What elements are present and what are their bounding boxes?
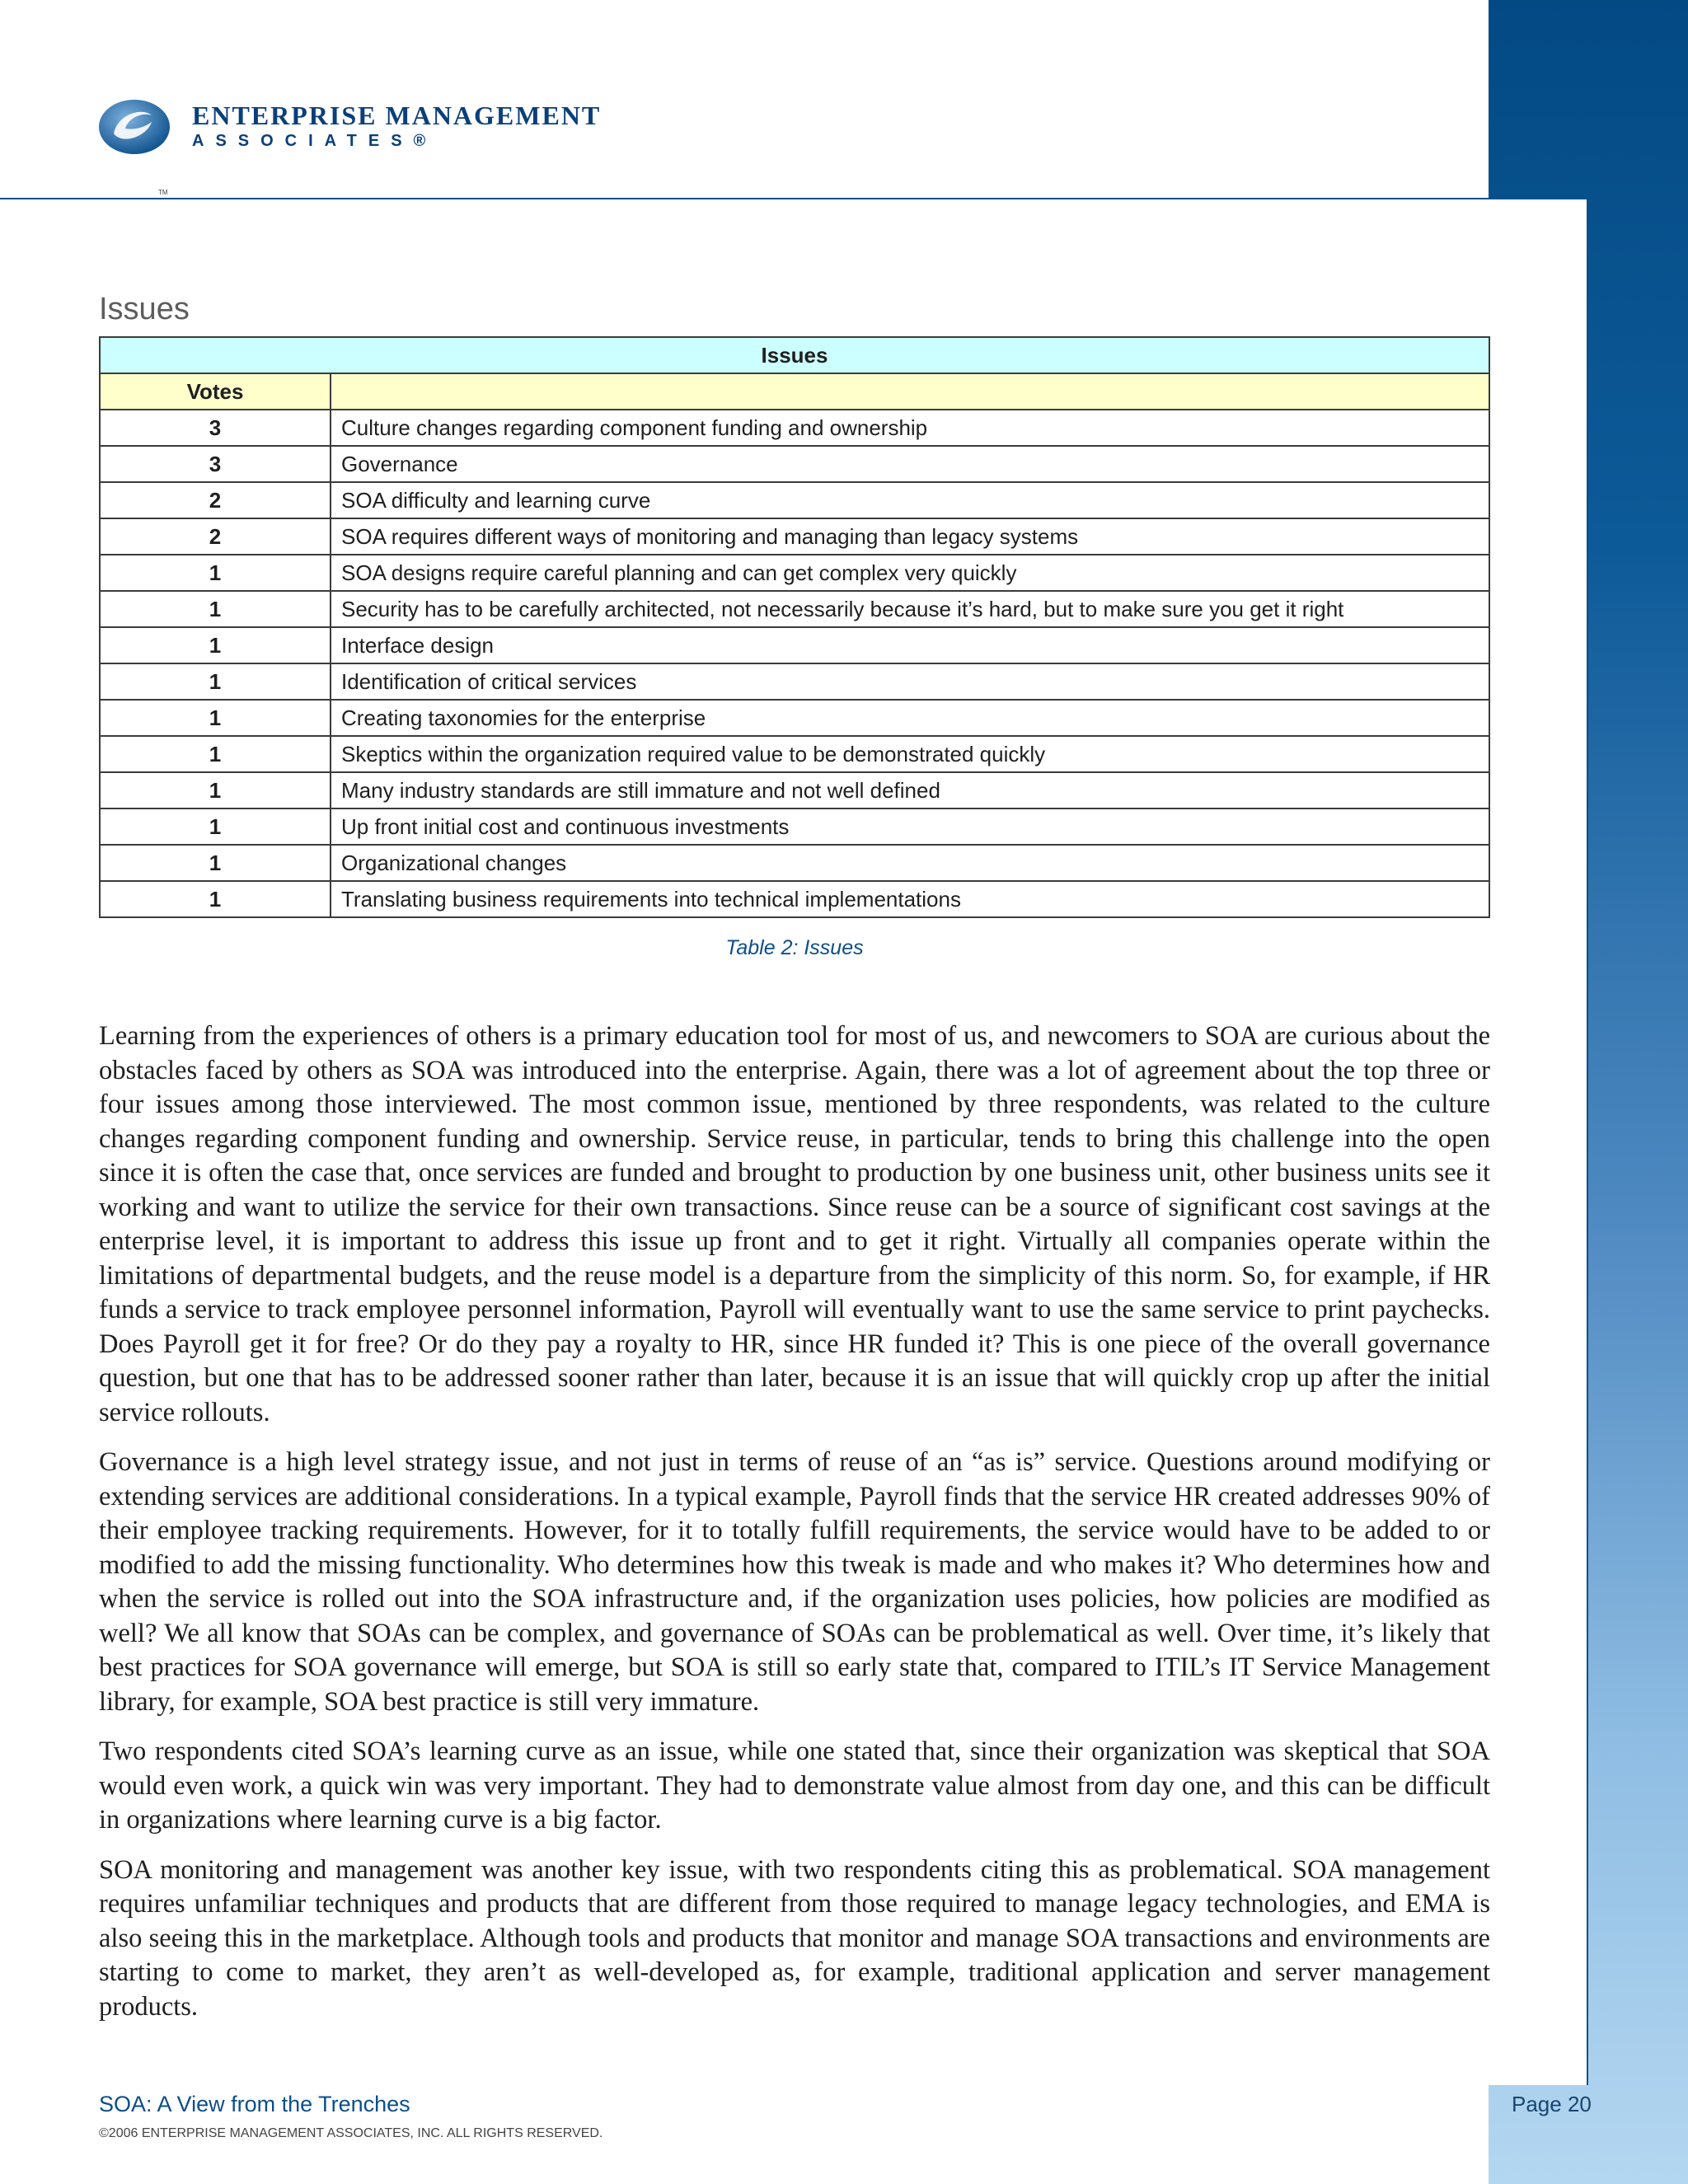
- votes-cell: 1: [100, 736, 331, 772]
- votes-cell: 2: [100, 482, 331, 518]
- issue-cell: Creating taxonomies for the enterprise: [331, 700, 1489, 736]
- body-paragraph: Governance is a high level strategy issue, and not just in terms of reuse of an “as is” service. Questions around modifying or extending services are additional considerations. In a typical example, Payroll finds that the service HR created addresses 90% of their employee tracking requirements. However, for it to totally fulfill requirements, the service would have to be added to or modified to add the missing functionality. Who determines how this tweak is made and who makes it? Who determines how and when the service is rolled out into the SOA infrastructure and, if the organization uses policies, how policies are modified as well? We all know that SOAs can be complex, and governance of SOAs can be problematical as well. Over time, it’s likely that best practices for SOA governance will emerge, but SOA is still so early state that, compared to ITIL’s IT Service Management library, for example, SOA best practice is still very immature.: [99, 1447, 1490, 1717]
- table-row: [100, 591, 1489, 627]
- trademark-mark: TM: [158, 189, 168, 196]
- issue-cell: Governance: [331, 446, 1489, 482]
- issue-cell: Security has to be carefully architected, not necessarily because it’s hard, but to make sure you get it right: [331, 591, 1489, 627]
- body-paragraph: Learning from the experiences of others is a primary education tool for most of us, and newcomers to SOA are curious about the obstacles faced by others as SOA was introduced into the enterprise. Again, there was a lot of agreement about the top three or four issues among those interviewed. The most common issue, mentioned by three respondents, was related to the culture changes regarding component funding and ownership. Service reuse, in particular, tends to bring this challenge into the open since it is often the case that, once services are funded and brought to production by one business unit, other business units see it working and want to utilize the service for their own transactions. Since reuse can be a source of significant cost savings at the enterprise level, it is important to address this issue up front and to get it right. Virtually all companies operate within the limitations of departmental budgets, and the reuse model is a departure from the simplicity of this norm. So, for example, if HR funds a service to track employee personnel information, Payroll will eventually want to use the same service to print paychecks. Does Payroll get it for free? Or do they pay a royalty to HR, since HR funded it? This is one piece of the overall governance question, but one that has to be addressed sooner rather than later, because it is an issue that will quickly crop up after the initial service rollouts.: [99, 1021, 1490, 1427]
- table-row: [100, 555, 1489, 591]
- ema-logo-icon: [97, 97, 171, 157]
- table-row: [100, 700, 1489, 736]
- votes-cell: 1: [100, 555, 331, 591]
- body-text: [99, 1019, 1490, 2040]
- votes-cell: 1: [100, 627, 331, 663]
- issue-column-header: [331, 373, 1489, 410]
- votes-cell: 1: [100, 845, 331, 881]
- logo-name: ENTERPRISE MANAGEMENT: [192, 101, 602, 130]
- table-row: [100, 845, 1489, 881]
- table-row: [100, 627, 1489, 663]
- issue-cell: SOA designs require careful planning and can get complex very quickly: [331, 555, 1489, 591]
- votes-cell: 1: [100, 808, 331, 845]
- votes-column-header: Votes: [100, 373, 331, 410]
- table-row: [100, 446, 1489, 482]
- issues-table: [99, 336, 1490, 918]
- votes-cell: 2: [100, 518, 331, 555]
- footer-copyright: ©2006 ENTERPRISE MANAGEMENT ASSOCIATES, INC. ALL RIGHTS RESERVED.: [99, 2126, 603, 2140]
- issue-cell: Interface design: [331, 627, 1489, 663]
- table-row: [100, 410, 1489, 446]
- table-row: [100, 663, 1489, 700]
- issue-cell: Many industry standards are still immature and not well defined: [331, 772, 1489, 808]
- issue-cell: Identification of critical services: [331, 663, 1489, 700]
- votes-cell: 1: [100, 663, 331, 700]
- votes-cell: 3: [100, 410, 331, 446]
- issue-cell: Organizational changes: [331, 845, 1489, 881]
- table-row: [100, 736, 1489, 772]
- footer-document-title: SOA: A View from the Trenches: [99, 2092, 410, 2116]
- issue-cell: Culture changes regarding component funding and ownership: [331, 410, 1489, 446]
- issue-cell: SOA difficulty and learning curve: [331, 482, 1489, 518]
- issue-cell: SOA requires different ways of monitoring and managing than legacy systems: [331, 518, 1489, 555]
- votes-cell: 3: [100, 446, 331, 482]
- logo-subtitle: ASSOCIATES®: [192, 132, 438, 150]
- table-header-row: [100, 373, 1489, 410]
- votes-cell: 1: [100, 591, 331, 627]
- issue-cell: Up front initial cost and continuous investments: [331, 808, 1489, 845]
- votes-cell: 1: [100, 772, 331, 808]
- table-row: [100, 772, 1489, 808]
- votes-cell: 1: [100, 700, 331, 736]
- issue-cell: Translating business requirements into technical implementations: [331, 881, 1489, 917]
- table-caption: Table 2: Issues: [725, 936, 864, 959]
- page-number: Page 20: [1512, 2092, 1592, 2116]
- body-paragraph: SOA monitoring and management was another key issue, with two respondents citing this as problematical. SOA management requires unfamiliar techniques and products that are different from those required to manage legacy technologies, and EMA is also seeing this in the marketplace. Although tools and products that monitor and manage SOA transactions and environments are starting to come to market, they aren’t as well-developed as, for example, traditional application and server management products.: [99, 1854, 1490, 2022]
- table-row: [100, 482, 1489, 518]
- body-paragraph: Two respondents cited SOA’s learning curve as an issue, while one stated that, since their organization was skeptical that SOA would even work, a quick win was very important. They had to demonstrate value almost from day one, and this can be difficult in organizations where learning curve is a big factor.: [99, 1736, 1490, 1835]
- table-row: [100, 881, 1489, 917]
- table-row: [100, 808, 1489, 845]
- page-header: [0, 0, 1489, 199]
- votes-cell: 1: [100, 881, 331, 917]
- section-title: Issues: [99, 292, 190, 326]
- issue-cell: Skeptics within the organization required value to be demonstrated quickly: [331, 736, 1489, 772]
- table-row: [100, 518, 1489, 555]
- table-title: Issues: [100, 337, 1489, 373]
